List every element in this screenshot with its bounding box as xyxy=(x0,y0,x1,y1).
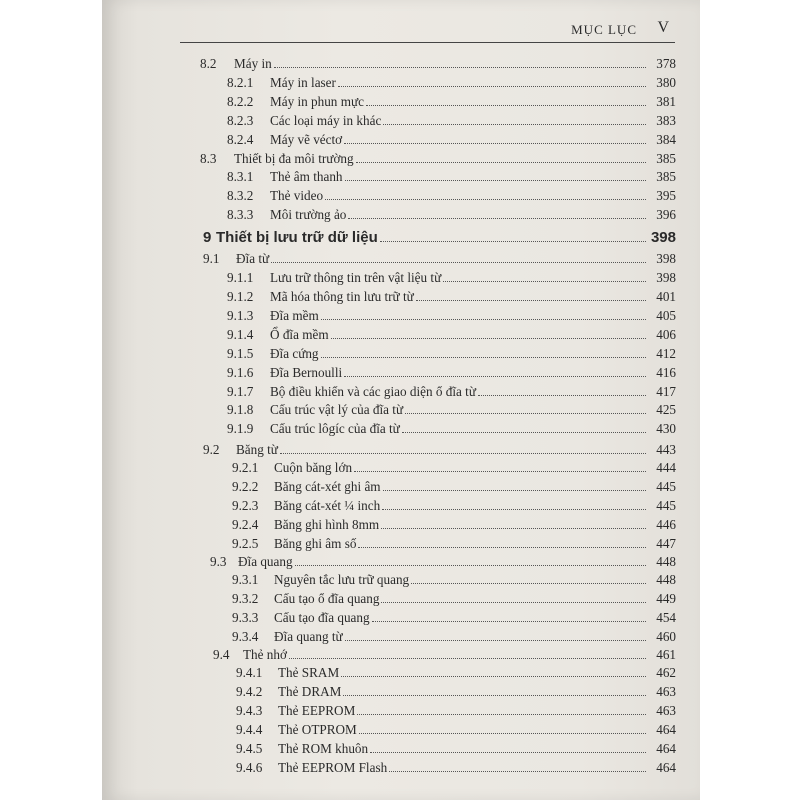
toc-leader-dots xyxy=(383,489,646,491)
toc-section-title: Thẻ nhớ xyxy=(243,647,287,662)
toc-row xyxy=(227,130,676,149)
toc-section-number: 9.2 xyxy=(203,442,220,457)
toc-section-title: Đĩa từ xyxy=(236,251,270,266)
toc-page-number: 445 xyxy=(656,479,676,494)
toc-page-number: 460 xyxy=(656,629,676,644)
toc-section-number: 9.3.2 xyxy=(232,591,259,606)
toc-leader-dots xyxy=(411,582,646,584)
toc-page-number: 401 xyxy=(656,289,676,304)
toc-leader-dots xyxy=(274,66,646,68)
toc-section-title: Môi trường ảo xyxy=(270,207,347,222)
toc-section-number: 8.3.1 xyxy=(227,169,254,184)
toc-section-title: Băng từ xyxy=(236,442,278,457)
toc-section-number: 9.4.5 xyxy=(236,741,263,756)
toc-page-number: 444 xyxy=(656,460,676,475)
toc-page-number: 463 xyxy=(656,703,676,718)
toc-row xyxy=(232,627,676,646)
toc-row xyxy=(227,287,676,306)
toc-section-number: 9.1.4 xyxy=(227,327,254,342)
toc-row xyxy=(232,608,676,627)
toc-section-title: Nguyên tắc lưu trữ quang xyxy=(274,572,410,587)
toc-section-number: 8.2.2 xyxy=(227,94,254,109)
toc-row xyxy=(227,92,676,111)
toc-row xyxy=(236,663,676,682)
toc-section-number: 8.3.3 xyxy=(227,207,254,222)
toc-leader-dots xyxy=(383,123,646,125)
toc-leader-dots xyxy=(382,508,646,510)
toc-section-number: 9.1.7 xyxy=(227,384,254,399)
toc-section-title: Máy in laser xyxy=(270,75,336,90)
toc-leader-dots xyxy=(356,161,646,163)
toc-section-title: Thẻ ROM khuôn xyxy=(278,741,369,756)
toc-leader-dots xyxy=(295,564,646,566)
toc-section-number: 9.4.3 xyxy=(236,703,263,718)
toc-leader-dots xyxy=(348,217,646,219)
toc-page-number: 461 xyxy=(656,647,676,662)
toc-section-title: Đĩa quang xyxy=(238,554,293,569)
toc-leader-dots xyxy=(370,751,646,753)
toc-page-number: 398 xyxy=(656,270,676,285)
toc-section-title: Băng cát-xét ¼ inch xyxy=(274,498,381,513)
toc-section-title: Lưu trữ thông tin trên vật liệu từ xyxy=(270,270,442,285)
toc-leader-dots xyxy=(343,694,646,696)
toc-section-number: 9.1.1 xyxy=(227,270,254,285)
toc-leader-dots xyxy=(402,431,646,433)
toc-section-number: 9.4 xyxy=(213,647,230,662)
toc-section-number: 9.4.4 xyxy=(236,722,263,737)
toc-leader-dots xyxy=(358,546,646,548)
toc-leader-dots xyxy=(443,280,646,282)
toc-section-number: 9.1 xyxy=(203,251,220,266)
toc-row xyxy=(227,111,676,130)
toc-row xyxy=(227,167,676,186)
toc-page-number: 449 xyxy=(656,591,676,606)
toc-leader-dots xyxy=(389,770,646,772)
toc-row xyxy=(236,682,676,701)
toc-leader-dots xyxy=(478,394,646,396)
toc-leader-dots xyxy=(366,104,646,106)
toc-page-number: 383 xyxy=(656,113,676,128)
toc-leader-dots xyxy=(381,601,646,603)
toc-row xyxy=(232,589,676,608)
toc-page-number: 445 xyxy=(656,498,676,513)
toc-row xyxy=(227,382,676,401)
toc-section-title: Băng ghi hình 8mm xyxy=(274,517,380,532)
toc-row xyxy=(232,477,676,496)
toc-leader-dots xyxy=(289,657,646,659)
toc-row xyxy=(232,534,676,553)
toc-section-title: Máy in phun mực xyxy=(270,94,364,109)
toc-row xyxy=(227,363,676,382)
toc-section-title: Thẻ video xyxy=(270,188,324,203)
toc-page-number: 395 xyxy=(656,188,676,203)
toc-row xyxy=(227,344,676,363)
toc-leader-dots xyxy=(381,527,646,529)
toc-page-number: 448 xyxy=(656,554,676,569)
toc-row xyxy=(236,720,676,739)
toc-row xyxy=(236,701,676,720)
toc-section-title: Băng cát-xét ghi âm xyxy=(274,479,381,494)
toc-leader-dots xyxy=(357,713,646,715)
toc-page-number: 396 xyxy=(656,207,676,222)
toc-leader-dots xyxy=(345,179,646,181)
toc-section-title: Thẻ âm thanh xyxy=(270,169,343,184)
toc-section-title: Thiết bị lưu trữ dữ liệu xyxy=(216,229,378,246)
toc-leader-dots xyxy=(344,142,646,144)
toc-section-number: 9.2.3 xyxy=(232,498,259,513)
toc-section-number: 9.4.6 xyxy=(236,760,263,775)
toc-page-number: 430 xyxy=(656,421,676,436)
toc-page-number: 398 xyxy=(650,229,676,246)
toc-leader-dots xyxy=(359,732,646,734)
toc-leader-dots xyxy=(354,470,646,472)
toc-section-number: 9.1.3 xyxy=(227,308,254,323)
header-title: MỤC LỤC xyxy=(571,22,637,37)
toc-section-title: Máy vẽ véctơ xyxy=(270,132,343,147)
toc-leader-dots xyxy=(341,675,646,677)
toc-page-number: 385 xyxy=(656,169,676,184)
toc-section-title: Thẻ DRAM xyxy=(278,684,342,699)
toc-section-number: 9.1.8 xyxy=(227,402,254,417)
toc-section-number: 8.2.4 xyxy=(227,132,254,147)
toc-section-number: 9.2.4 xyxy=(232,517,259,532)
toc-row xyxy=(236,758,676,777)
toc-row xyxy=(227,73,676,92)
toc-page-number: 463 xyxy=(656,684,676,699)
toc-section-title: Các loại máy in khác xyxy=(270,113,382,128)
toc-leader-dots xyxy=(372,620,646,622)
toc-section-title: Thẻ EEPROM xyxy=(278,703,356,718)
toc-page-number: 381 xyxy=(656,94,676,109)
toc-section-number: 9.2.1 xyxy=(232,460,259,475)
toc-page-number: 416 xyxy=(656,365,676,380)
toc-page-number: 448 xyxy=(656,572,676,587)
toc-row xyxy=(203,440,676,459)
toc-row xyxy=(227,186,676,205)
toc-page-number: 447 xyxy=(656,536,676,551)
toc-page-number: 398 xyxy=(656,251,676,266)
toc-section-title: Đĩa Bernoulli xyxy=(270,365,343,380)
toc-page-number: 385 xyxy=(656,151,676,166)
toc-section-number: 9.1.9 xyxy=(227,421,254,436)
toc-section-number: 9.4.1 xyxy=(236,665,263,680)
toc-row xyxy=(232,515,676,534)
toc-section-title: Bộ điều khiển và các giao diện ổ đĩa từ xyxy=(270,384,476,399)
toc-row xyxy=(227,325,676,344)
toc-leader-dots xyxy=(380,240,646,242)
toc-section-title: Thiết bị đa môi trường xyxy=(234,151,354,166)
toc-page-number: 384 xyxy=(656,132,676,147)
toc-section-number: 8.3.2 xyxy=(227,188,254,203)
toc-leader-dots xyxy=(280,452,646,454)
toc-section-title: Thẻ OTPROM xyxy=(278,722,357,737)
toc-row xyxy=(232,570,676,589)
toc-section-title: Thẻ SRAM xyxy=(278,665,340,680)
toc-leader-dots xyxy=(321,318,646,320)
toc-leader-dots xyxy=(416,299,646,301)
toc-leader-dots xyxy=(325,198,646,200)
toc-chapter-row xyxy=(203,228,676,247)
toc-row xyxy=(236,739,676,758)
toc-section-title: Đĩa mềm xyxy=(270,308,319,323)
toc-row xyxy=(203,249,676,268)
toc-section-number: 8.2.1 xyxy=(227,75,254,90)
toc-leader-dots xyxy=(321,356,646,358)
toc-page-number: 464 xyxy=(656,722,676,737)
toc-row xyxy=(227,268,676,287)
toc-page-number: 425 xyxy=(656,402,676,417)
toc-leader-dots xyxy=(344,375,646,377)
toc-leader-dots xyxy=(271,261,646,263)
toc-page-number: 454 xyxy=(656,610,676,625)
toc-leader-dots xyxy=(331,337,646,339)
toc-row xyxy=(227,400,676,419)
toc-row xyxy=(232,496,676,515)
toc-row xyxy=(227,306,676,325)
toc-section-number: 9 xyxy=(203,229,212,246)
toc-page-number: 446 xyxy=(656,517,676,532)
toc-section-title: Cấu tạo đĩa quang xyxy=(274,610,370,625)
toc-section-title: Đĩa cứng xyxy=(270,346,319,361)
toc-section-number: 8.2 xyxy=(200,56,217,71)
toc-section-number: 9.3.1 xyxy=(232,572,259,587)
toc-section-title: Thẻ EEPROM Flash xyxy=(278,760,388,775)
toc-section-title: Cấu tạo ổ đĩa quang xyxy=(274,591,380,606)
toc-page-number: 406 xyxy=(656,327,676,342)
toc-section-number: 9.3.3 xyxy=(232,610,259,625)
toc-section-title: Cuộn băng lớn xyxy=(274,460,353,475)
toc-page-number: 443 xyxy=(656,442,676,457)
toc-page-number: 417 xyxy=(656,384,676,399)
toc-page-number: 378 xyxy=(656,56,676,71)
toc-section-number: 9.4.2 xyxy=(236,684,263,699)
toc-section-title: Cấu trúc vật lý của đĩa từ xyxy=(270,402,404,417)
toc-section-number: 9.2.5 xyxy=(232,536,259,551)
toc-page-number: 405 xyxy=(656,308,676,323)
toc-section-title: Cấu trúc lôgíc của đĩa từ xyxy=(270,421,400,436)
toc-section-number: 9.1.5 xyxy=(227,346,254,361)
toc-page-number: 462 xyxy=(656,665,676,680)
toc-section-title: Băng ghi âm số xyxy=(274,536,357,551)
toc-leader-dots xyxy=(338,85,646,87)
toc-section-number: 8.2.3 xyxy=(227,113,254,128)
toc-row xyxy=(200,149,676,168)
toc-section-number: 9.3 xyxy=(210,554,227,569)
toc-section-title: Ổ đĩa mềm xyxy=(270,327,329,342)
toc-section-number: 8.3 xyxy=(200,151,217,166)
toc-row xyxy=(232,458,676,477)
toc-page-number: 412 xyxy=(656,346,676,361)
toc-section-number: 9.1.2 xyxy=(227,289,254,304)
toc-section-title: Máy in xyxy=(234,56,272,71)
toc-row xyxy=(200,54,676,73)
toc-section-title: Mã hóa thông tin lưu trữ từ xyxy=(270,289,414,304)
toc-leader-dots xyxy=(345,639,646,641)
header-page-number: V xyxy=(657,19,669,36)
toc-row xyxy=(227,419,676,438)
toc-row xyxy=(210,552,676,571)
toc-leader-dots xyxy=(405,412,646,414)
toc-section-number: 9.2.2 xyxy=(232,479,259,494)
toc-page-number: 464 xyxy=(656,741,676,756)
toc-row xyxy=(213,645,676,664)
toc-page-number: 380 xyxy=(656,75,676,90)
toc-section-number: 9.3.4 xyxy=(232,629,259,644)
toc-section-number: 9.1.6 xyxy=(227,365,254,380)
toc-section-title: Đĩa quang từ xyxy=(274,629,343,644)
toc-row xyxy=(227,205,676,224)
toc-page-number: 464 xyxy=(656,760,676,775)
